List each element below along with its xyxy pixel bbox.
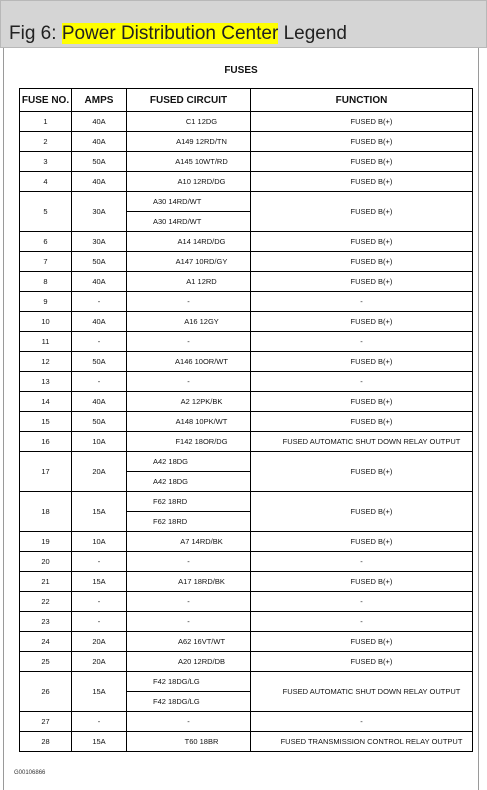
fuse-function: - [251, 332, 473, 352]
fuse-function: FUSED TRANSMISSION CONTROL RELAY OUTPUT [251, 732, 473, 752]
fuse-amps: 15A [72, 572, 127, 592]
table-row [20, 272, 473, 292]
fuse-number: 3 [20, 152, 72, 172]
fuse-number: 22 [20, 592, 72, 612]
table-row [20, 352, 473, 372]
fuse-amps: 40A [72, 272, 127, 292]
table-row [20, 552, 473, 572]
fused-circuit-line: F62 18RD [153, 497, 188, 506]
fuse-amps: - [72, 332, 127, 352]
fused-circuit-line: A30 14RD/WT [153, 197, 202, 206]
fuse-table [19, 88, 473, 752]
fused-circuit: A146 10OR/WT [127, 352, 251, 372]
fused-circuit: A16 12GY [127, 312, 251, 332]
title-suffix: Legend [278, 23, 347, 44]
fuse-amps: 30A [72, 192, 127, 232]
table-row [20, 372, 473, 392]
fused-circuit: A14 14RD/DG [127, 232, 251, 252]
fused-circuit: F142 18OR/DG [127, 432, 251, 452]
fuse-function: FUSED B(+) [251, 652, 473, 672]
fused-circuit [127, 492, 251, 532]
table-row [20, 412, 473, 432]
fuse-function: - [251, 292, 473, 312]
fused-circuit: - [127, 592, 251, 612]
fuse-number: 20 [20, 552, 72, 572]
fuse-amps: 10A [72, 432, 127, 452]
table-row [20, 592, 473, 612]
fuse-number: 12 [20, 352, 72, 372]
fused-circuit: A147 10RD/GY [127, 252, 251, 272]
fuse-function: FUSED B(+) [251, 132, 473, 152]
fuse-function: FUSED B(+) [251, 192, 473, 232]
col-amps: AMPS [72, 89, 127, 112]
fuse-number: 1 [20, 112, 72, 132]
col-fuse-no: FUSE NO. [20, 89, 72, 112]
fused-circuit: A17 18RD/BK [127, 572, 251, 592]
table-header-row [20, 89, 473, 112]
fuse-number: 26 [20, 672, 72, 712]
legend-document [3, 48, 479, 790]
fuse-amps: 50A [72, 352, 127, 372]
fuse-function: FUSED B(+) [251, 232, 473, 252]
fuse-amps: - [72, 292, 127, 312]
figure-header [0, 0, 487, 48]
table-row [20, 252, 473, 272]
fuse-function: FUSED B(+) [251, 252, 473, 272]
fuse-number: 17 [20, 452, 72, 492]
fused-circuit: A10 12RD/DG [127, 172, 251, 192]
fuse-function: - [251, 612, 473, 632]
col-fused-circuit: FUSED CIRCUIT [127, 89, 251, 112]
table-row [20, 532, 473, 552]
fuse-function: FUSED B(+) [251, 452, 473, 492]
fused-circuit: - [127, 552, 251, 572]
fuse-amps: 10A [72, 532, 127, 552]
fuse-number: 10 [20, 312, 72, 332]
fuse-number: 7 [20, 252, 72, 272]
fused-circuit-line: A42 18DG [127, 471, 250, 491]
fuse-number: 5 [20, 192, 72, 232]
fused-circuit: A7 14RD/BK [127, 532, 251, 552]
fuse-function: FUSED B(+) [251, 492, 473, 532]
fuse-function: FUSED B(+) [251, 392, 473, 412]
fuse-number: 19 [20, 532, 72, 552]
fuse-amps: - [72, 372, 127, 392]
fused-circuit: - [127, 332, 251, 352]
fuse-number: 28 [20, 732, 72, 752]
fused-circuit: A148 10PK/WT [127, 412, 251, 432]
fuse-amps: 50A [72, 152, 127, 172]
fuse-function: - [251, 592, 473, 612]
fused-circuit-line: F62 18RD [127, 511, 250, 531]
figure-code: G00106866 [14, 770, 46, 776]
fuse-amps: 40A [72, 172, 127, 192]
section-title: FUSES [224, 65, 258, 76]
fuse-amps: - [72, 612, 127, 632]
fused-circuit-line: F42 18DG/LG [127, 691, 250, 711]
title-prefix: Fig 6: [9, 23, 62, 44]
fuse-number: 2 [20, 132, 72, 152]
table-row [20, 232, 473, 252]
fuse-number: 25 [20, 652, 72, 672]
fuse-function: FUSED B(+) [251, 312, 473, 332]
fuse-amps: 20A [72, 632, 127, 652]
fuse-amps: 20A [72, 452, 127, 492]
table-row [20, 672, 473, 712]
fuse-amps: 15A [72, 492, 127, 532]
fuse-amps: 50A [72, 252, 127, 272]
table-row [20, 292, 473, 312]
fuse-function: FUSED B(+) [251, 532, 473, 552]
fused-circuit: A149 12RD/TN [127, 132, 251, 152]
fuse-number: 21 [20, 572, 72, 592]
table-row [20, 152, 473, 172]
table-row [20, 392, 473, 412]
fuse-number: 18 [20, 492, 72, 532]
fuse-amps: 15A [72, 732, 127, 752]
fused-circuit: A20 12RD/DB [127, 652, 251, 672]
title-highlight: Power Distribution Center [61, 23, 279, 44]
fused-circuit: A62 16VT/WT [127, 632, 251, 652]
fuse-function: FUSED B(+) [251, 352, 473, 372]
fuse-amps: 40A [72, 132, 127, 152]
table-row [20, 192, 473, 232]
fuse-number: 14 [20, 392, 72, 412]
fused-circuit-line: F42 18DG/LG [153, 677, 200, 686]
table-row [20, 612, 473, 632]
fuse-function: FUSED B(+) [251, 112, 473, 132]
fused-circuit: T60 18BR [127, 732, 251, 752]
table-row [20, 132, 473, 152]
fuse-amps: - [72, 712, 127, 732]
table-row [20, 172, 473, 192]
fuse-number: 9 [20, 292, 72, 312]
table-row [20, 432, 473, 452]
fuse-amps: 40A [72, 112, 127, 132]
fused-circuit: A145 10WT/RD [127, 152, 251, 172]
table-row [20, 312, 473, 332]
fuse-amps: 50A [72, 412, 127, 432]
fuse-number: 4 [20, 172, 72, 192]
fuse-amps: - [72, 552, 127, 572]
table-row [20, 712, 473, 732]
fuse-amps: 40A [72, 392, 127, 412]
fused-circuit: C1 12DG [127, 112, 251, 132]
fuse-function: FUSED B(+) [251, 632, 473, 652]
table-row [20, 652, 473, 672]
table-row [20, 332, 473, 352]
fuse-amps: 30A [72, 232, 127, 252]
fuse-number: 15 [20, 412, 72, 432]
fuse-number: 23 [20, 612, 72, 632]
fuse-function: FUSED B(+) [251, 412, 473, 432]
fuse-function: - [251, 552, 473, 572]
fuse-function: FUSED B(+) [251, 272, 473, 292]
table-row [20, 732, 473, 752]
fused-circuit: - [127, 292, 251, 312]
fused-circuit-line: A42 18DG [153, 457, 189, 466]
fuse-function: FUSED B(+) [251, 172, 473, 192]
table-row [20, 492, 473, 532]
fuse-amps: 40A [72, 312, 127, 332]
fuse-number: 24 [20, 632, 72, 652]
fuse-function: - [251, 712, 473, 732]
fused-circuit: A1 12RD [127, 272, 251, 292]
fuse-number: 27 [20, 712, 72, 732]
fuse-function: FUSED AUTOMATIC SHUT DOWN RELAY OUTPUT [251, 672, 473, 712]
fused-circuit [127, 672, 251, 712]
fuse-number: 13 [20, 372, 72, 392]
table-row [20, 112, 473, 132]
fuse-function: - [251, 372, 473, 392]
table-row [20, 452, 473, 492]
fuse-number: 11 [20, 332, 72, 352]
col-function: FUNCTION [251, 89, 473, 112]
fuse-amps: 15A [72, 672, 127, 712]
fused-circuit: A2 12PK/BK [127, 392, 251, 412]
fuse-number: 16 [20, 432, 72, 452]
table-row [20, 632, 473, 652]
fuse-function: FUSED AUTOMATIC SHUT DOWN RELAY OUTPUT [251, 432, 473, 452]
fuse-number: 8 [20, 272, 72, 292]
figure-title [9, 22, 347, 46]
fuse-amps: - [72, 592, 127, 612]
fused-circuit [127, 452, 251, 492]
fuse-function: FUSED B(+) [251, 152, 473, 172]
fused-circuit [127, 192, 251, 232]
fused-circuit: - [127, 712, 251, 732]
table-body [20, 112, 473, 752]
fuse-number: 6 [20, 232, 72, 252]
fuse-amps: 20A [72, 652, 127, 672]
fuse-function: FUSED B(+) [251, 572, 473, 592]
fused-circuit: - [127, 612, 251, 632]
table-row [20, 572, 473, 592]
fused-circuit-line: A30 14RD/WT [127, 211, 250, 231]
fused-circuit: - [127, 372, 251, 392]
